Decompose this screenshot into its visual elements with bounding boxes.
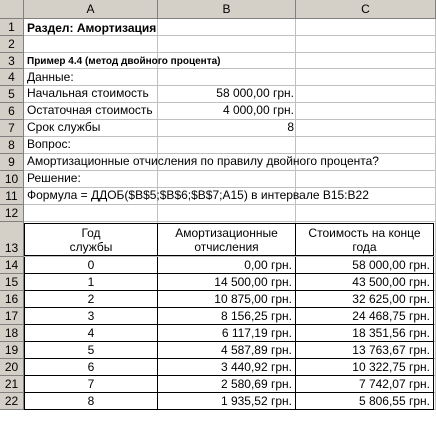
grid-cell[interactable] [158,120,296,137]
row-header[interactable]: 5 [0,86,24,103]
header-dep-line1: Амортизационные [175,226,278,240]
row-header[interactable]: 10 [0,171,24,188]
header-value-line2: года [352,240,377,254]
grid-cell[interactable] [296,86,436,103]
row-header[interactable]: 14 [0,257,24,274]
grid-cell[interactable] [296,53,436,69]
grid-cell[interactable] [296,137,436,154]
residual-cost-label[interactable]: Остаточная стоимость [27,103,153,117]
row-header[interactable]: 22 [0,393,24,410]
row-header[interactable]: 3 [0,53,24,69]
table-cell-year[interactable]: 4 [24,325,158,342]
table-cell-depreciation[interactable]: 4 587,89 грн. [158,342,296,359]
row-header[interactable]: 6 [0,103,24,120]
row-header[interactable]: 18 [0,325,24,342]
row-header[interactable]: 12 [0,205,24,222]
residual-cost-value[interactable]: 4 000,00 грн. [222,103,294,117]
column-header-a[interactable]: A [24,0,158,19]
table-cell-depreciation[interactable]: 14 500,00 грн. [158,274,296,291]
table-cell-end-value[interactable]: 58 000,00 грн. [296,257,434,274]
table-cell-end-value[interactable]: 32 625,00 грн. [296,291,434,308]
table-cell-depreciation[interactable]: 2 580,69 грн. [158,376,296,393]
grid-cell[interactable] [158,137,296,154]
header-value-line1: Стоимость на конце [308,226,421,240]
table-cell-year[interactable]: 0 [24,257,158,274]
row-header[interactable]: 19 [0,342,24,359]
row-header[interactable]: 15 [0,274,24,291]
formula-text[interactable]: Формула = ДДОБ($B$5;$B$6;$B$7;A15) в интервале B15:B22 [27,188,369,202]
table-cell-end-value[interactable]: 24 468,75 грн. [296,308,434,325]
example-title[interactable]: Пример 4.4 (метод двойного процента) [27,56,221,67]
question-text[interactable]: Амортизационные отчисления по правилу двойного процента? [27,154,379,168]
service-life-label[interactable]: Срок службы [27,120,101,134]
table-cell-depreciation[interactable]: 1 935,52 грн. [158,393,296,410]
header-year-line2: службы [69,240,113,254]
table-cell-end-value[interactable]: 7 742,07 грн. [296,376,434,393]
header-year-line1: Год [81,226,101,240]
table-cell-end-value[interactable]: 5 806,55 грн. [296,393,434,410]
row-header[interactable]: 11 [0,188,24,205]
grid-cell[interactable] [296,205,436,222]
table-cell-year[interactable]: 6 [24,359,158,376]
grid-cell[interactable] [296,120,436,137]
row-header[interactable]: 17 [0,308,24,325]
row-header[interactable]: 20 [0,359,24,376]
grid-cell[interactable] [24,36,158,53]
table-cell-depreciation[interactable]: 8 156,25 грн. [158,308,296,325]
grid-cell[interactable] [296,103,436,120]
row-header[interactable]: 21 [0,376,24,393]
row-header[interactable]: 2 [0,36,24,53]
table-header-depreciation[interactable] [158,223,296,256]
column-header-b[interactable]: B [158,0,296,19]
table-cell-end-value[interactable]: 10 322,75 грн. [296,359,434,376]
grid-cell[interactable] [158,205,296,222]
table-cell-year[interactable]: 8 [24,393,158,410]
row-header[interactable]: 4 [0,69,24,86]
grid-cell[interactable] [296,171,436,188]
initial-cost-label[interactable]: Начальная стоимость [27,86,149,100]
table-cell-depreciation[interactable]: 10 875,00 грн. [158,291,296,308]
service-life-value[interactable]: 8 [287,120,294,134]
column-header-c[interactable]: C [296,0,436,19]
row-header[interactable]: 7 [0,120,24,137]
solution-label[interactable]: Решение: [27,171,81,185]
table-cell-depreciation[interactable]: 0,00 грн. [158,257,296,274]
table-cell-end-value[interactable]: 13 763,67 грн. [296,342,434,359]
table-cell-year[interactable]: 3 [24,308,158,325]
row-header[interactable]: 9 [0,154,24,171]
row-header[interactable]: 16 [0,291,24,308]
grid-cell[interactable] [158,69,296,86]
table-cell-year[interactable]: 1 [24,274,158,291]
grid-cell[interactable] [296,69,436,86]
table-cell-year[interactable]: 5 [24,342,158,359]
table-cell-year[interactable]: 2 [24,291,158,308]
grid-cell[interactable] [24,205,158,222]
table-cell-depreciation[interactable]: 6 117,19 грн. [158,325,296,342]
row-header[interactable]: 13 [0,222,24,257]
grid-cell[interactable] [158,19,296,36]
section-title[interactable]: Раздел: Амортизация [27,21,157,35]
initial-cost-value[interactable]: 58 000,00 грн. [216,86,294,100]
question-label[interactable]: Вопрос: [27,137,71,151]
data-label[interactable]: Данные: [27,70,74,84]
header-dep-line2: отчисления [194,240,259,254]
select-all-corner[interactable] [0,0,24,19]
grid-cell[interactable] [158,36,296,53]
grid-cell[interactable] [158,171,296,188]
row-header[interactable]: 1 [0,19,24,36]
table-cell-depreciation[interactable]: 3 440,92 грн. [158,359,296,376]
row-header[interactable]: 8 [0,137,24,154]
table-header-end-value[interactable] [296,223,434,256]
grid-cell[interactable] [296,19,436,36]
table-header-year[interactable] [24,223,158,256]
table-cell-end-value[interactable]: 43 500,00 грн. [296,274,434,291]
table-cell-end-value[interactable]: 18 351,56 грн. [296,325,434,342]
grid-cell[interactable] [296,36,436,53]
table-cell-year[interactable]: 7 [24,376,158,393]
